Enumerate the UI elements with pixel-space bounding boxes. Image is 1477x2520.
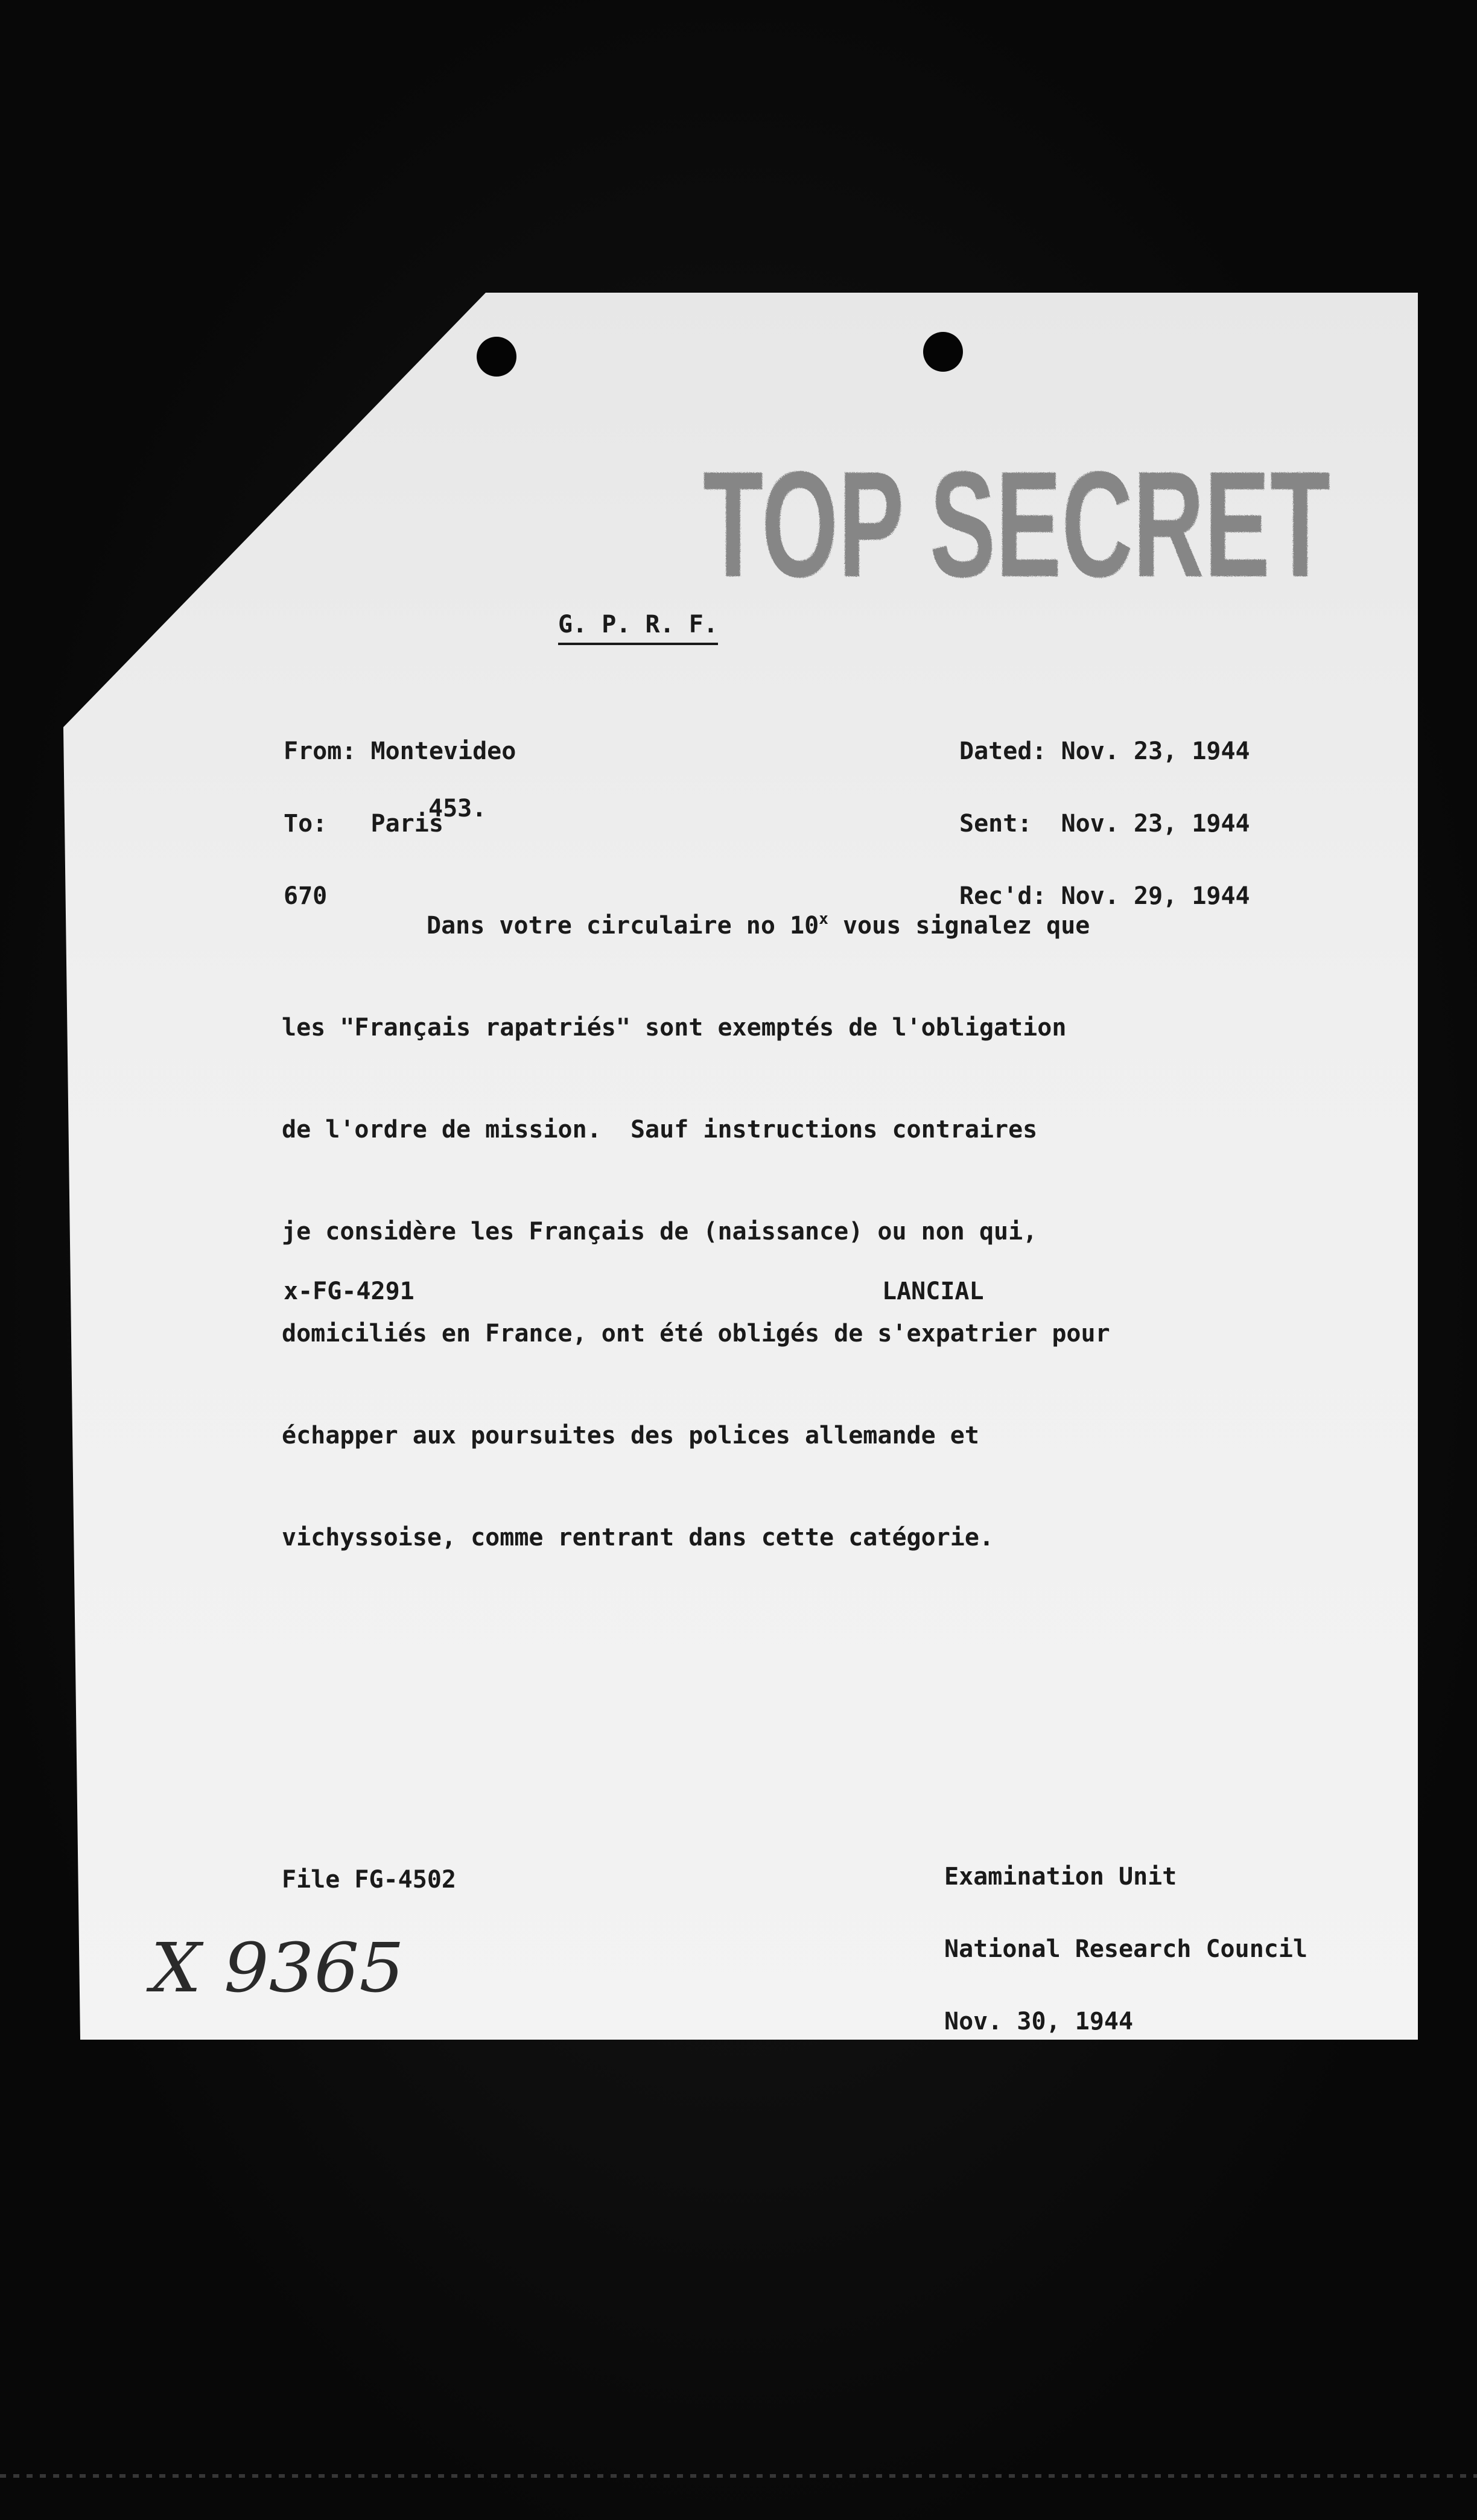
examination-unit-block	[944, 1816, 1307, 2058]
exam-date-line: Nov. 30, 1944	[944, 2008, 1134, 2035]
sent-line: Sent: Nov. 23, 1944	[959, 810, 1250, 838]
punch-hole-right	[923, 332, 963, 372]
file-reference: File FG-4502	[282, 1866, 456, 1894]
body-line-4: je considère les Français de (naissance) ou non qui,	[282, 1218, 1038, 1246]
body-line-1-start: Dans votre circulaire no 10	[427, 912, 819, 940]
reference-code: x-FG-4291	[284, 1278, 415, 1305]
signature-name: LANCIAL	[882, 1278, 984, 1305]
body-line-1	[282, 899, 1110, 953]
body-line-6: échapper aux poursuites des polices allemande et	[282, 1422, 979, 1449]
body-line-7: vichyssoise, comme rentrant dans cette catégorie.	[282, 1524, 994, 1551]
council-line: National Research Council	[944, 1935, 1308, 1963]
message-body	[282, 851, 1110, 1589]
film-edge-marks	[0, 2474, 1477, 2478]
received-line: Rec'd: Nov. 29, 1944	[959, 882, 1250, 910]
body-line-1-end: vous signalez que	[828, 912, 1090, 940]
serial-number: 670	[284, 882, 328, 910]
message-number: 453.	[428, 795, 487, 822]
body-line-5: domiciliés en France, ont été obligés de s'expatrier pour	[282, 1320, 1110, 1348]
handwritten-note	[145, 1919, 410, 2009]
to-line: To: Paris	[284, 810, 443, 838]
body-line-2: les "Français rapatriés" sont exemptés de l'obligation	[282, 1014, 1067, 1042]
header-code: G. P. R. F.	[558, 612, 718, 645]
top-secret-stamp	[703, 441, 1336, 597]
stamp-text: TOP SECRET	[703, 441, 1330, 597]
superscript-x: x	[819, 910, 828, 928]
dated-line: Dated: Nov. 23, 1944	[959, 737, 1250, 765]
body-line-3: de l'ordre de mission. Sauf instructions contraires	[282, 1116, 1038, 1144]
punch-hole-left	[477, 337, 516, 377]
from-line: From: Montevideo	[284, 737, 516, 765]
exam-unit-line: Examination Unit	[944, 1863, 1177, 1891]
handwritten-note-text: X 9365	[145, 1929, 405, 2008]
